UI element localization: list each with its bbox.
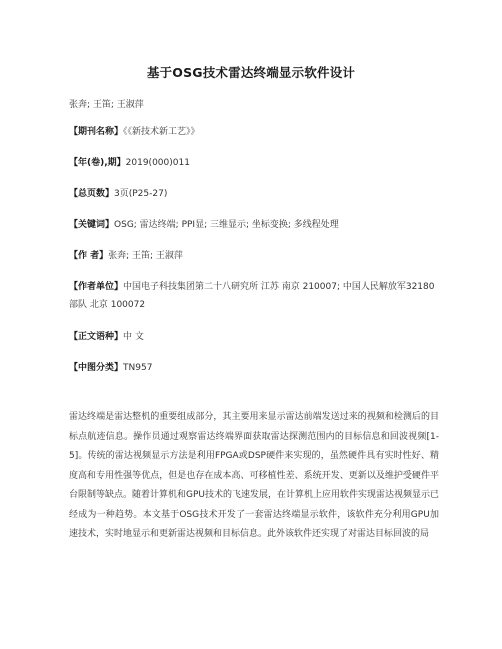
field-label: 【总页数】 [69, 189, 115, 199]
field-value: 《《新技术新工艺》》 [123, 127, 200, 137]
field-page-count [69, 185, 439, 203]
field-classification [69, 359, 439, 377]
field-keywords [69, 216, 439, 234]
abstract-paragraph: 雷达终端是雷达整机的重要组成部分，其主要用来显示雷达前端发送过来的视频和检测后的目标点航迹信息。操作员通过观察雷达终端界面获取雷达探测范围内的目标信息和回波视频[1-5]。传统的雷达视频显示方法是利用FPGA或DSP硬件来实现的，虽然硬件具有实时性好、精度高和专用性强等优点，但是也存在成本高、可移植性差、系统开发、更新以及维护受硬件平台限制等缺点。随着计算机和GPU技术的飞速发展，在计算机上应用软件实现雷达视频显示已经成为一种趋势。本文基于OSG技术开发了一套雷达终端显示软件，该软件充分利用GPU加速技术，实时地显示和更新雷达视频和目标信息。此外该软件还实现了对雷达目标回波的局 [69, 412, 439, 539]
field-year-volume-issue [69, 154, 439, 172]
field-affiliation [69, 278, 439, 314]
field-journal [69, 123, 439, 141]
field-value: 张奔; 王笛; 王淑萍 [108, 251, 183, 261]
field-value: 3页(P25-27) [114, 189, 168, 199]
field-value: OSG; 雷达终端; PPI显; 三维显示; 坐标变换; 多线程处理 [114, 220, 339, 230]
field-label: 【正文语种】 [69, 332, 124, 342]
field-value: TN957 [123, 363, 153, 373]
field-value: 中国电子科技集团第二十八研究所 江苏 南京 210007; 中国人民解放军32180部队 北京 100072 [69, 282, 435, 310]
field-label: 【作 者】 [69, 251, 109, 261]
author-line: 张奔; 王笛; 王淑萍 [69, 100, 144, 110]
field-label: 【期刊名称】 [69, 127, 124, 137]
field-value: 2019(000)011 [125, 158, 190, 168]
field-label: 【年(卷),期】 [69, 158, 126, 168]
field-authors [69, 247, 439, 265]
field-label: 【关键词】 [69, 220, 115, 230]
field-language [69, 328, 439, 346]
page-title: 基于OSG技术雷达终端显示软件设计 [146, 65, 356, 80]
field-value: 中 文 [123, 332, 144, 342]
field-label: 【中图分类】 [69, 363, 124, 373]
field-label: 【作者单位】 [69, 282, 124, 292]
